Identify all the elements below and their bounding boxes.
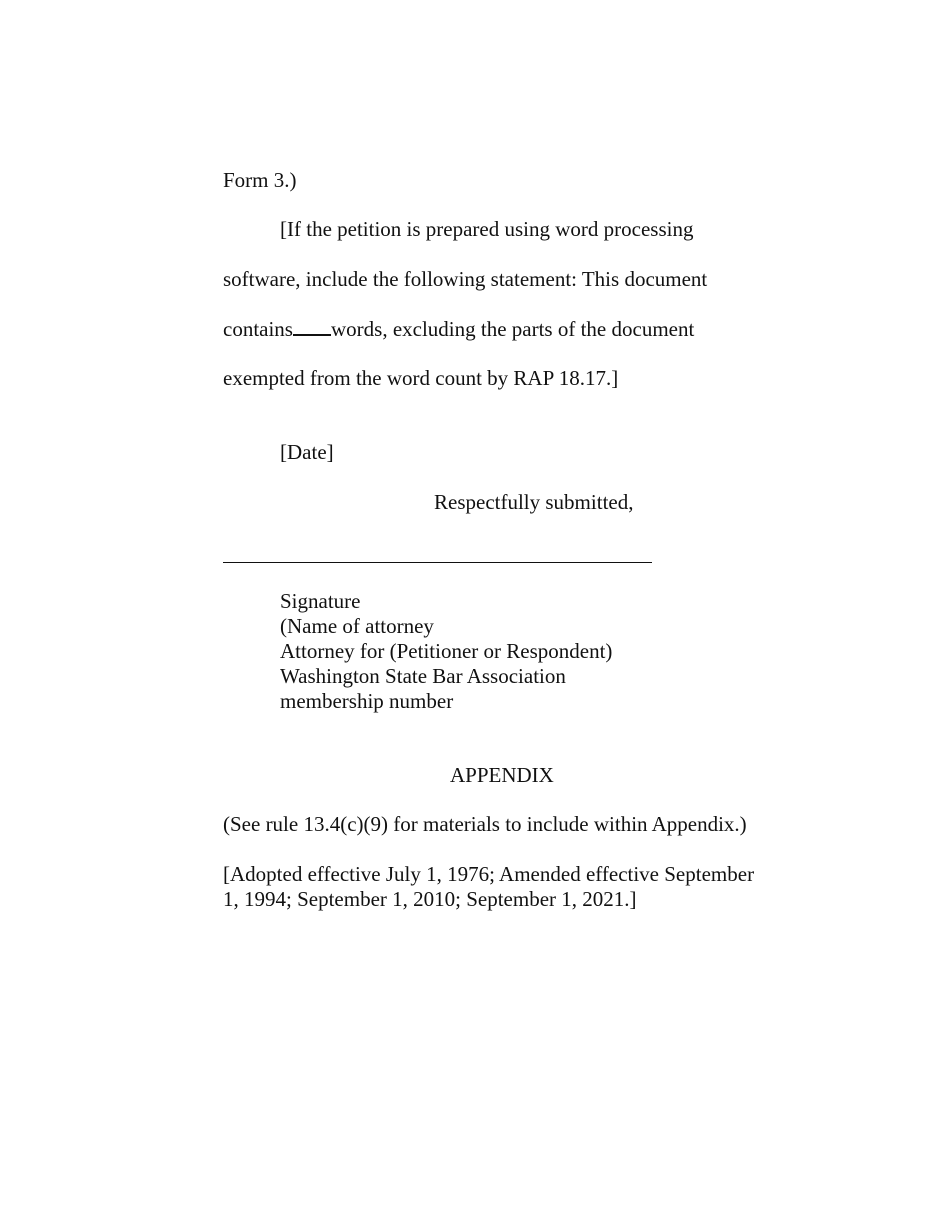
attorney-for-label: Attorney for (Petitioner or Respondent)	[280, 639, 613, 663]
word-count-blank	[293, 316, 331, 336]
membership-number-label: membership number	[280, 689, 454, 713]
attorney-name-label: (Name of attorney	[280, 614, 434, 638]
instruction-line-2: software, include the following statement: This document	[223, 267, 708, 291]
history-line-2: 1, 1994; September 1, 2010; September 1, 2021.]	[223, 887, 637, 911]
closing-text: Respectfully submitted,	[434, 490, 634, 514]
instruction-line-3-start: contains	[223, 317, 293, 341]
signature-line	[223, 562, 652, 563]
appendix-note: (See rule 13.4(c)(9) for materials to include within Appendix.)	[223, 812, 747, 836]
appendix-heading: APPENDIX	[450, 763, 554, 787]
instruction-line-3-end: words, excluding the parts of the document	[330, 317, 695, 341]
form-continuation-text: Form 3.)	[223, 168, 297, 192]
instruction-line-4: exempted from the word count by RAP 18.17.]	[223, 366, 619, 390]
date-placeholder: [Date]	[280, 440, 334, 464]
instruction-line-1: [If the petition is prepared using word processing	[280, 217, 694, 241]
history-line-1: [Adopted effective July 1, 1976; Amended effective September	[223, 862, 755, 886]
signature-label: Signature	[280, 589, 361, 613]
instruction-line-3	[223, 316, 694, 342]
bar-association-label: Washington State Bar Association	[280, 664, 566, 688]
